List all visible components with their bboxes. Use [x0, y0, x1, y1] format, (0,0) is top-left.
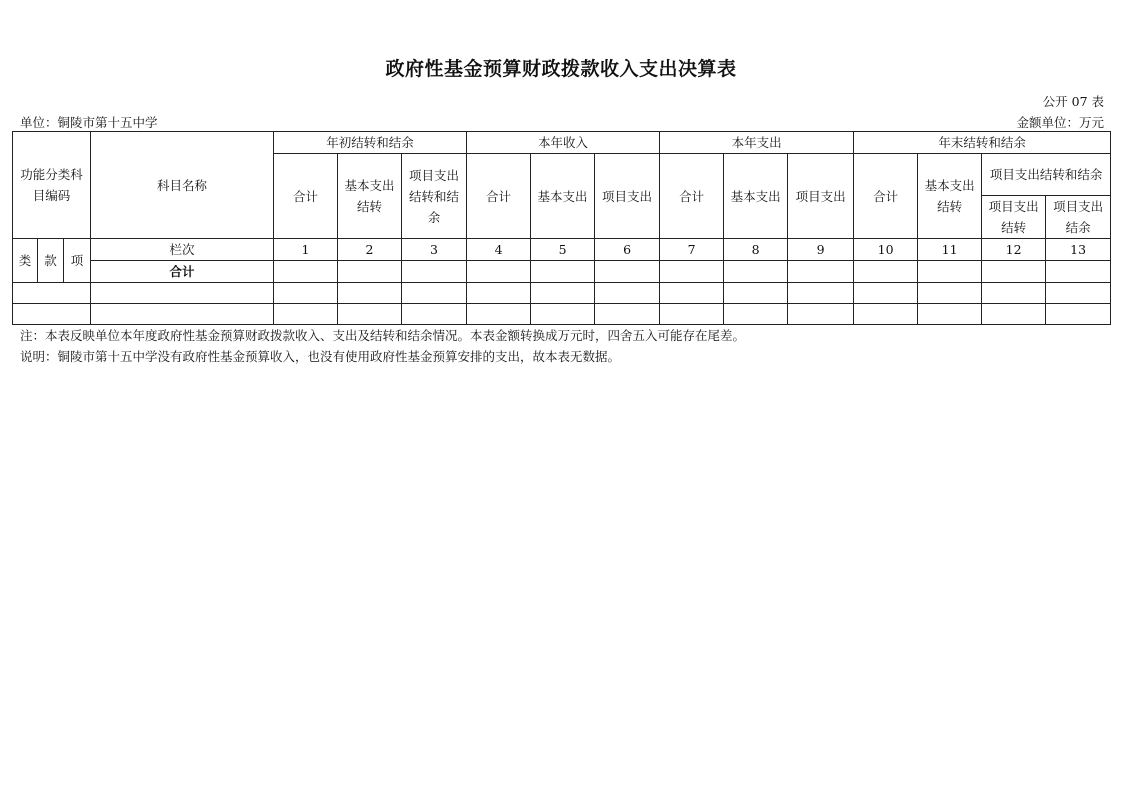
group-expense-header: 本年支出 [660, 132, 854, 154]
expense-total-header: 合计 [660, 154, 724, 239]
amount-unit: 金额单位：万元 [1016, 115, 1104, 130]
table-cell [918, 261, 982, 283]
table-cell [595, 283, 660, 304]
column-number: 1 [274, 239, 338, 261]
income-project-exp-header: 项目支出 [595, 154, 660, 239]
column-number: 8 [724, 239, 788, 261]
empty-row [13, 283, 1111, 304]
table-cell [788, 283, 854, 304]
column-number: 13 [1046, 239, 1111, 261]
table-cell [402, 283, 467, 304]
table-cell [338, 283, 402, 304]
income-total-header: 合计 [467, 154, 531, 239]
page-title: 政府性基金预算财政拨款收入支出决算表 [385, 58, 737, 80]
table-cell [91, 304, 274, 325]
subject-name-header: 科目名称 [91, 132, 274, 239]
table-cell [1046, 283, 1111, 304]
table-cell [982, 304, 1046, 325]
table-cell [402, 261, 467, 283]
table-cell [338, 304, 402, 325]
table-cell [531, 283, 595, 304]
ending-project-carry-header: 项目支出结转 [982, 196, 1046, 239]
expense-project-exp-header: 项目支出 [788, 154, 854, 239]
table-note: 注：本表反映单位本年度政府性基金预算财政拨款收入、支出及结转和结余情况。本表金额转换成万元时，四舍五入可能存在尾差。 [20, 328, 746, 343]
column-row-label: 栏次 [91, 239, 274, 261]
ending-project-balance-header: 项目支出结余 [1046, 196, 1111, 239]
expense-basic-exp-header: 基本支出 [724, 154, 788, 239]
budget-table [12, 131, 1111, 325]
table-cell [13, 283, 91, 304]
header-row-1 [13, 132, 1111, 154]
table-explanation: 说明：铜陵市第十五中学没有政府性基金预算收入，也没有使用政府性基金预算安排的支出，故本表无数据。 [20, 349, 621, 364]
table-cell [918, 304, 982, 325]
group-ending-header: 年末结转和结余 [854, 132, 1111, 154]
beginning-project-carry-balance-header: 项目支出结转和结余 [402, 154, 467, 239]
table-cell [660, 261, 724, 283]
table-cell [531, 261, 595, 283]
total-row [13, 261, 1111, 283]
table-cell [91, 283, 274, 304]
form-code: 公开 07 表 [1042, 94, 1104, 109]
table-cell [660, 283, 724, 304]
column-number-row [13, 239, 1111, 261]
column-number: 2 [338, 239, 402, 261]
group-income-header: 本年收入 [467, 132, 660, 154]
column-number: 11 [918, 239, 982, 261]
table-cell [467, 261, 531, 283]
column-number: 7 [660, 239, 724, 261]
table-cell [274, 304, 338, 325]
code-label-lei: 类 [13, 239, 38, 283]
ending-total-header: 合计 [854, 154, 918, 239]
table-cell [724, 283, 788, 304]
table-cell [788, 304, 854, 325]
table-cell [724, 304, 788, 325]
table-cell [402, 304, 467, 325]
table-cell [982, 261, 1046, 283]
table-cell [1046, 261, 1111, 283]
column-number: 6 [595, 239, 660, 261]
table-cell [531, 304, 595, 325]
income-basic-exp-header: 基本支出 [531, 154, 595, 239]
table-cell [660, 304, 724, 325]
table-cell [467, 304, 531, 325]
table-cell [854, 304, 918, 325]
table-cell [788, 261, 854, 283]
table-cell [274, 261, 338, 283]
ending-basic-carry-header: 基本支出结转 [918, 154, 982, 239]
beginning-total-header: 合计 [274, 154, 338, 239]
func-code-header: 功能分类科目编码 [13, 132, 91, 239]
column-number: 3 [402, 239, 467, 261]
table-cell [1046, 304, 1111, 325]
beginning-basic-carry-header: 基本支出结转 [338, 154, 402, 239]
table-cell [467, 283, 531, 304]
table-cell [595, 304, 660, 325]
table-cell [13, 304, 91, 325]
group-beginning-header: 年初结转和结余 [274, 132, 467, 154]
table-cell [724, 261, 788, 283]
column-number: 12 [982, 239, 1046, 261]
reporting-unit: 单位：铜陵市第十五中学 [20, 115, 158, 130]
table-cell [595, 261, 660, 283]
table-cell [854, 283, 918, 304]
table-cell [918, 283, 982, 304]
table-cell [274, 283, 338, 304]
table-cell [854, 261, 918, 283]
code-label-kuan: 款 [38, 239, 64, 283]
empty-row [13, 304, 1111, 325]
column-number: 10 [854, 239, 918, 261]
table-cell [338, 261, 402, 283]
column-number: 5 [531, 239, 595, 261]
column-number: 4 [467, 239, 531, 261]
ending-project-carry-balance-header: 项目支出结转和结余 [982, 154, 1111, 196]
table-cell [982, 283, 1046, 304]
total-row-label: 合计 [91, 261, 274, 283]
column-number: 9 [788, 239, 854, 261]
code-label-xiang: 项 [64, 239, 91, 283]
